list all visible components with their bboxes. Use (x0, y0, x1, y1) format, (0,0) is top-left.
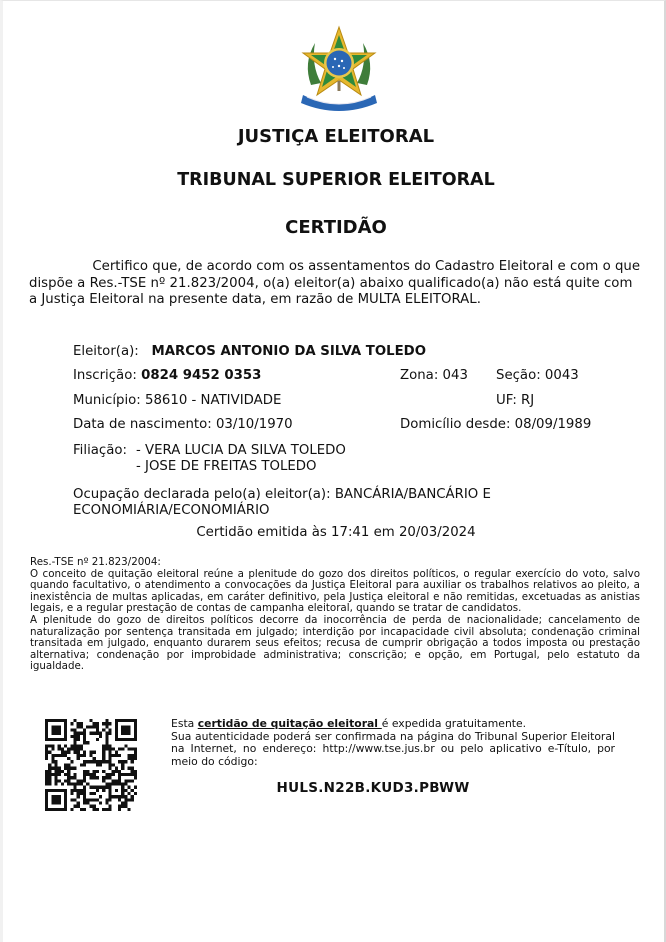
verification-line-1 (171, 718, 615, 731)
filiacao-parent-2: - JOSE DE FREITAS TOLEDO (136, 459, 317, 474)
legal-heading: Res.-TSE nº 21.823/2004: (30, 556, 161, 568)
verification-code: HULS.N22B.KUD3.PBWW (276, 780, 470, 796)
certidao-quitacao-link[interactable]: certidão de quitação eleitoral (197, 717, 382, 730)
municipio: Município: 58610 - NATIVIDADE (73, 393, 282, 408)
verification-text (171, 718, 615, 768)
filiacao-label: Filiação: (73, 443, 127, 458)
ocupacao-line-1: Ocupação declarada pelo(a) eleitor(a): BANCÁRIA/BANCÁRIO E (73, 487, 491, 502)
verification-post: é expedida gratuitamente. (381, 717, 527, 730)
zona: Zona: 043 (400, 368, 468, 383)
voter-name: MARCOS ANTONIO DA SILVA TOLEDO (151, 344, 427, 359)
legal-notice (30, 557, 640, 673)
uf: UF: RJ (496, 393, 535, 408)
intro-line-2: dispõe a Res.-TSE nº 21.823/2004, o(a) eleitor(a) abaixo qualificado(a) não está quite com (29, 276, 633, 291)
header-certidao: CERTIDÃO (285, 217, 387, 238)
secao: Seção: 0043 (496, 368, 579, 383)
brazil-coat-of-arms-icon (297, 23, 381, 111)
inscricao-label: Inscrição: (73, 368, 137, 383)
header-tribunal: TRIBUNAL SUPERIOR ELEITORAL (177, 170, 495, 190)
intro-line-3: a Justiça Eleitoral na presente data, em razão de MULTA ELEITORAL. (29, 292, 481, 307)
verification-instructions: Sua autenticidade poderá ser confirmada na página do Tribunal Superior Eleitoral na Internet, no endereço: http://www.tse.jus.br ou pelo aplicativo e-Título, por meio do código: (171, 729, 615, 768)
legal-paragraph-1: O conceito de quitação eleitoral reúne a plenitude do gozo dos direitos políticos, o regular exercício do voto, salvo quando facultativo, o atendimento a convocações da Justiça Eleitoral para auxiliar os trabalhos relativos ao pleito, a inexistência de multas aplicadas, em caráter definitivo, pela Justiça eleitoral e não remitidas, excetuadas as anistias legais, e a regular prestação de contas de campanha eleitoral, quando se tratar de candidatos. (30, 567, 640, 615)
inscricao-row (73, 368, 261, 383)
ocupacao-line-2: ECONOMIÁRIA/ECONOMIÁRIO (73, 503, 270, 518)
header-justica-eleitoral: JUSTIÇA ELEITORAL (237, 126, 435, 147)
inscricao-number: 0824 9452 0353 (141, 368, 262, 383)
voter-name-label: Eleitor(a): (73, 344, 139, 359)
emission-timestamp: Certidão emitida às 17:41 em 20/03/2024 (196, 525, 476, 540)
voter-name-row (73, 344, 426, 359)
verification-pre: Esta (171, 717, 198, 730)
intro-line-1: Certifico que, de acordo com os assentamentos do Cadastro Eleitoral e com o que (92, 259, 640, 274)
legal-paragraph-2: A plenitude do gozo de direitos políticos decorre da inocorrência de perda de nacionalidade; cancelamento de naturalização por sentença transitada em julgado; interdição por incapacidade civil absoluta; condenação criminal transitada em julgado, enquanto durarem seus efeitos; recusa de cumprir obrigação a todos imposta ou prestação alternativa; condenação por improbidade administrativa; conscrição; e opção, em Portugal, pelo estatuto da igualdade. (30, 613, 640, 673)
filiacao-parent-1: - VERA LUCIA DA SILVA TOLEDO (136, 443, 346, 458)
domicilio-desde: Domicílio desde: 08/09/1989 (400, 417, 592, 432)
data-nascimento: Data de nascimento: 03/10/1970 (73, 417, 293, 432)
qr-code-icon (45, 719, 137, 811)
